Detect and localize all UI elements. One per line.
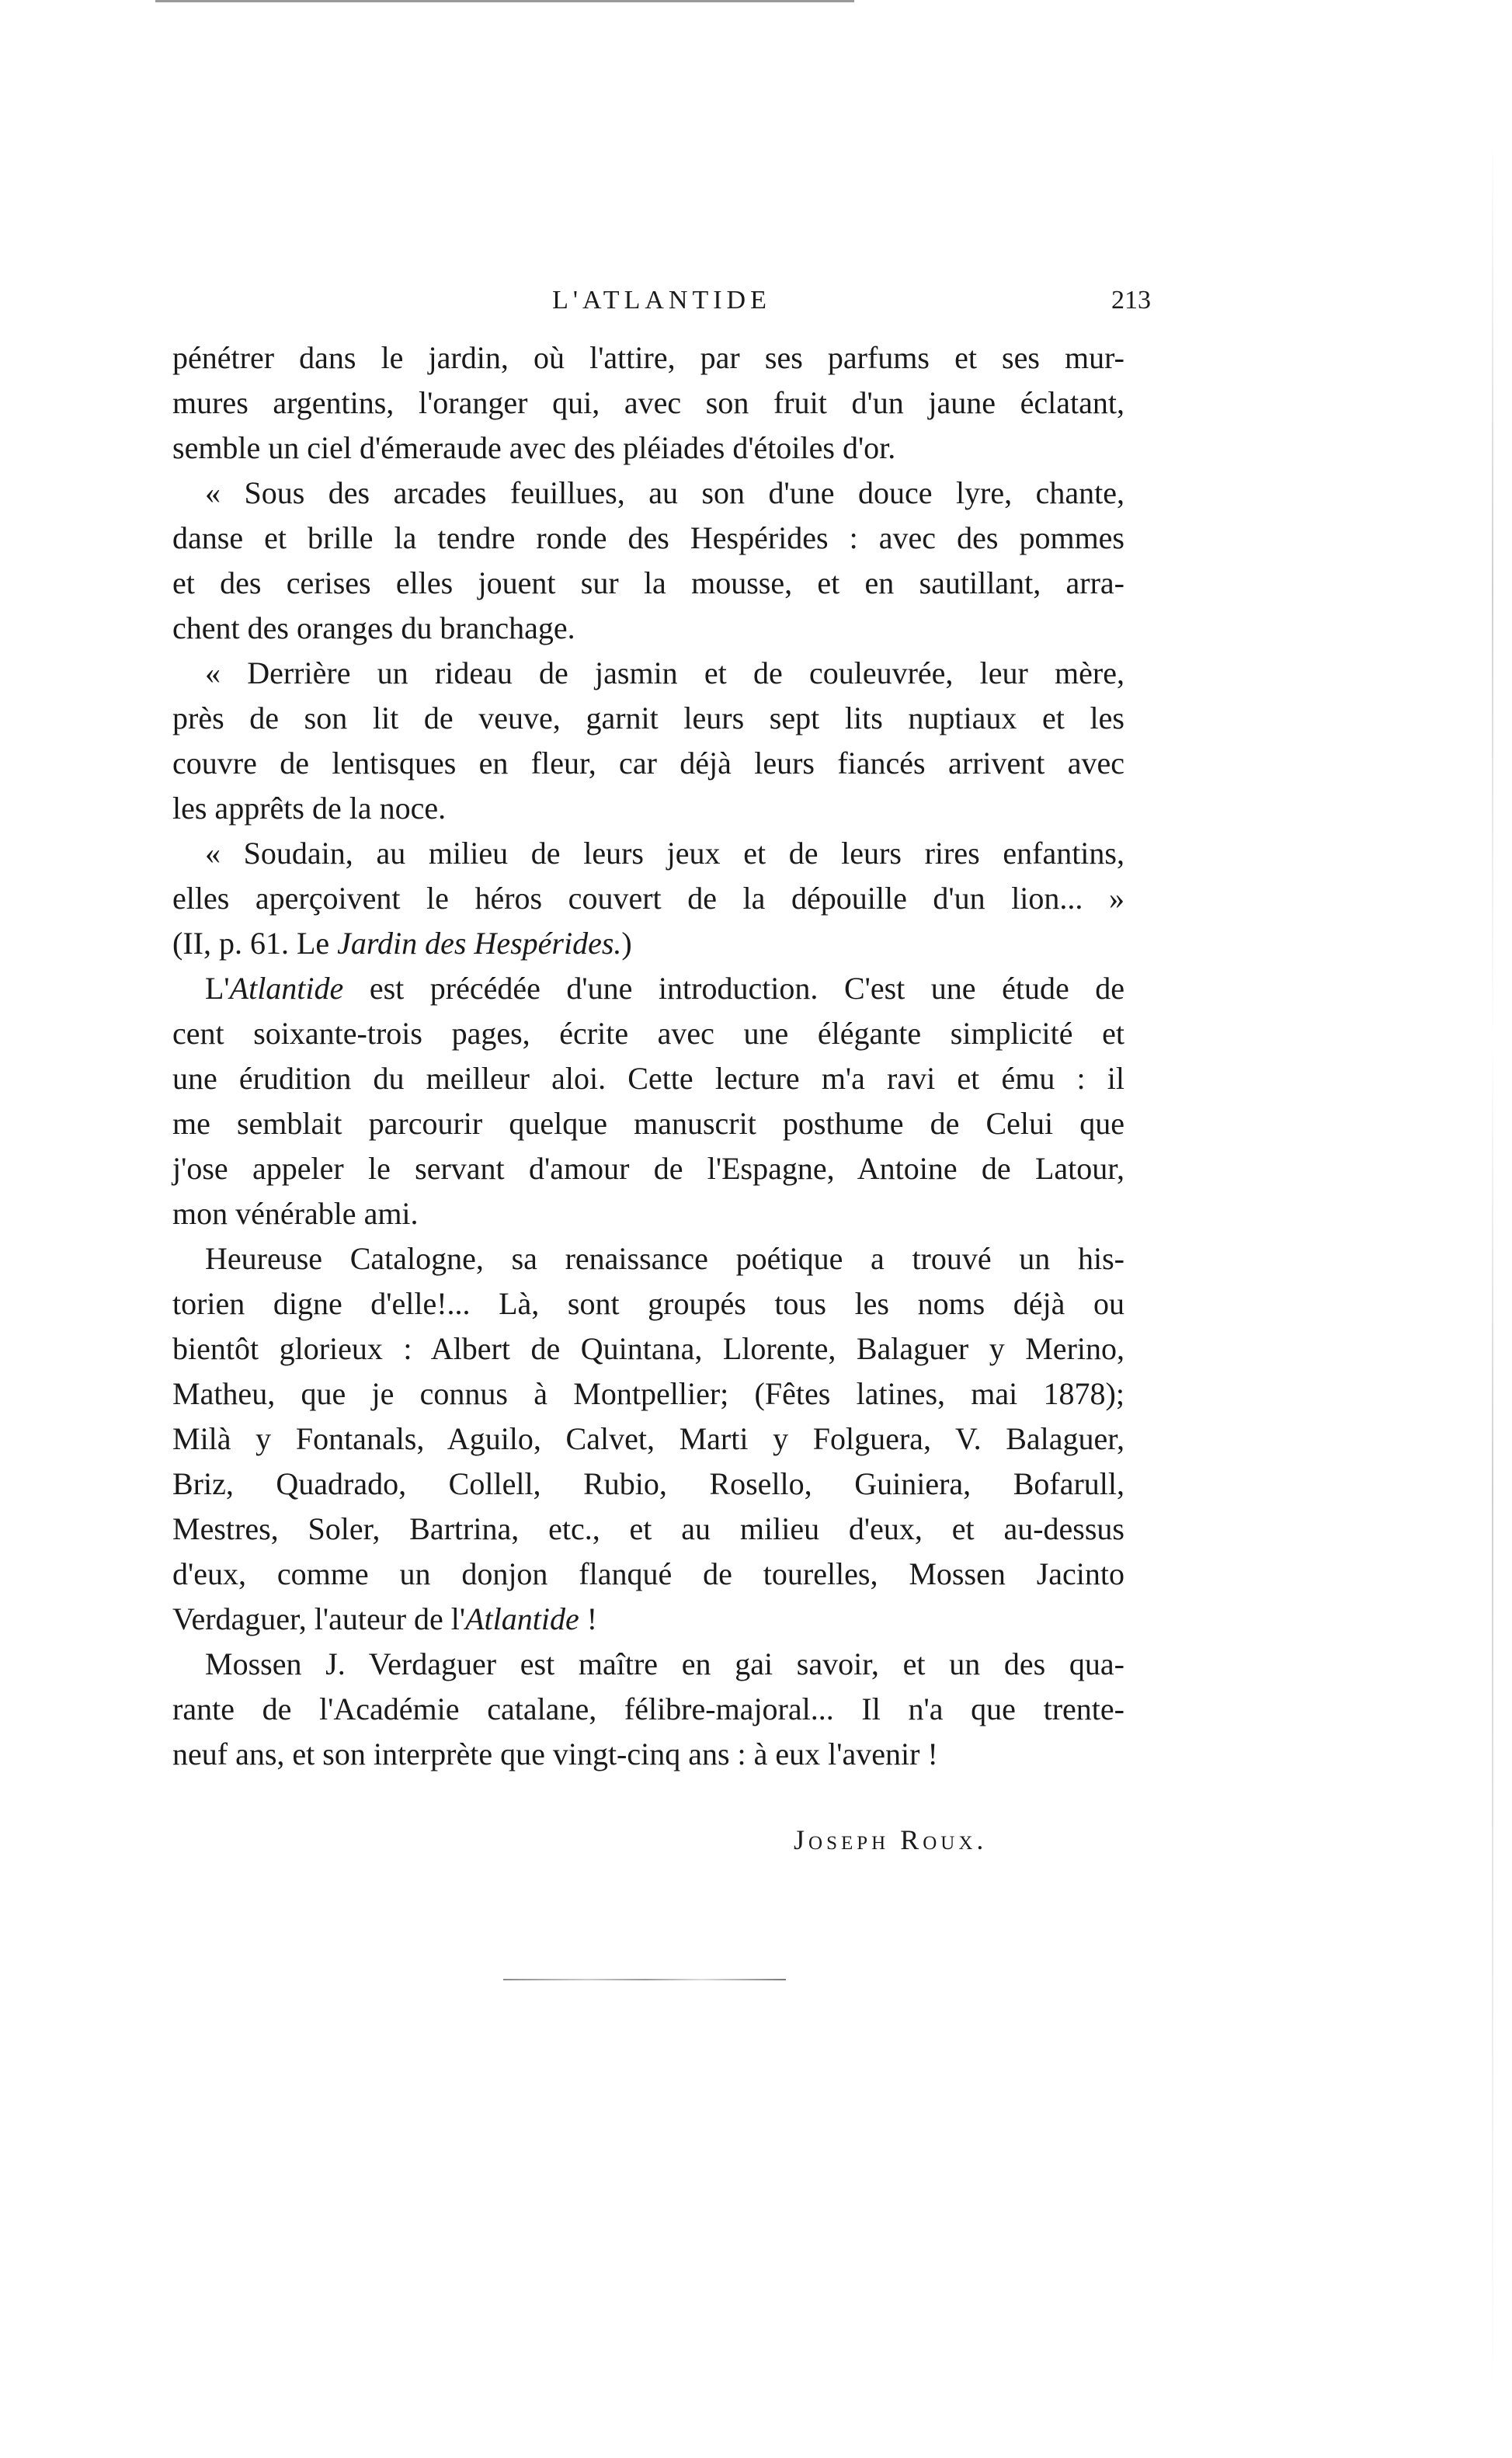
text-line: Heureuse Catalogne, sa renaissance poétique a trouvé un his- [205, 1241, 1124, 1276]
citation-prefix: (II, p. 61. Le [172, 926, 338, 961]
text-line: Mestres, Soler, Bartrina, etc., et au milieu d'eux, et au-dessus [172, 1511, 1124, 1546]
closing-rule [503, 1979, 786, 1980]
body-text [172, 335, 1124, 1777]
citation-title: Jardin des Hespérides. [337, 926, 622, 961]
text-line: « Sous des arcades feuillues, au son d'une douce lyre, chante, [205, 475, 1124, 510]
text-line: une érudition du meilleur aloi. Cette lecture m'a ravi et ému : il [172, 1061, 1124, 1096]
text-line: Milà y Fontanals, Aguilo, Calvet, Marti y Folguera, V. Balaguer, [172, 1421, 1124, 1456]
citation-line [172, 921, 1124, 966]
page-edge-shadow [1492, 140, 1493, 2392]
article-prefix: L' [205, 971, 230, 1006]
top-edge-rule [155, 0, 854, 2]
text-line: torien digne d'elle!... Là, sont groupés tous les noms déjà ou [172, 1286, 1124, 1321]
text-line: et des cerises elles jouent sur la mousse, et en sautillant, arra- [172, 565, 1124, 600]
text-line: Matheu, que je connus à Montpellier; (Fêtes latines, mai 1878); [172, 1376, 1124, 1411]
page-header [172, 286, 1151, 325]
text-line: Mossen J. Verdaguer est maître en gai savoir, et un des qua- [205, 1646, 1124, 1681]
text-line: rante de l'Académie catalane, félibre-majoral... Il n'a que trente- [172, 1691, 1124, 1726]
intro-line [172, 966, 1124, 1011]
text-line: les apprêts de la noce. [172, 791, 447, 826]
running-title: L'ATLANTIDE [552, 286, 771, 315]
text-line: chent des oranges du branchage. [172, 610, 575, 645]
text-line: mon vénérable ami. [172, 1196, 419, 1231]
intro-rest: est précédée d'une introduction. C'est une étude de [343, 971, 1124, 1006]
text-line: « Soudain, au milieu de leurs jeux et de leurs rires enfantins, [205, 836, 1124, 871]
work-title: Atlantide [465, 1601, 579, 1636]
author-suffix: ! [579, 1601, 598, 1636]
text-line: semble un ciel d'émeraude avec des pléiades d'étoiles d'or. [172, 430, 896, 465]
text-line: « Derrière un rideau de jasmin et de couleuvrée, leur mère, [205, 655, 1124, 690]
text-line: bientôt glorieux : Albert de Quintana, Llorente, Balaguer y Merino, [172, 1331, 1124, 1366]
text-line: neuf ans, et son interprète que vingt-cinq ans : à eux l'avenir ! [172, 1737, 938, 1771]
text-line: mures argentins, l'oranger qui, avec son fruit d'un jaune éclatant, [172, 385, 1124, 420]
text-line: Briz, Quadrado, Collell, Rubio, Rosello, Guiniera, Bofarull, [172, 1466, 1124, 1501]
text-line: pénétrer dans le jardin, où l'attire, par ses parfums et ses mur- [172, 340, 1124, 375]
author-prefix: Verdaguer, l'auteur de l' [172, 1601, 466, 1636]
text-line: cent soixante-trois pages, écrite avec une élégante simplicité et [172, 1016, 1124, 1051]
work-title: Atlantide [229, 971, 344, 1006]
author-line [172, 1597, 1124, 1642]
text-line: danse et brille la tendre ronde des Hespérides : avec des pommes [172, 520, 1124, 555]
citation-suffix: ) [621, 926, 632, 961]
page-number: 213 [1111, 286, 1151, 315]
text-line: me semblait parcourir quelque manuscrit posthume de Celui que [172, 1106, 1124, 1141]
text-line: près de son lit de veuve, garnit leurs sept lits nuptiaux et les [172, 701, 1124, 735]
text-line: couvre de lentisques en fleur, car déjà leurs fiancés arrivent avec [172, 746, 1124, 781]
text-line: j'ose appeler le servant d'amour de l'Espagne, Antoine de Latour, [172, 1151, 1124, 1186]
text-line: d'eux, comme un donjon flanqué de tourelles, Mossen Jacinto [172, 1556, 1124, 1591]
text-line: elles aperçoivent le héros couvert de la dépouille d'un lion... » [172, 881, 1124, 916]
signature: Joseph Roux. [794, 1824, 988, 1855]
